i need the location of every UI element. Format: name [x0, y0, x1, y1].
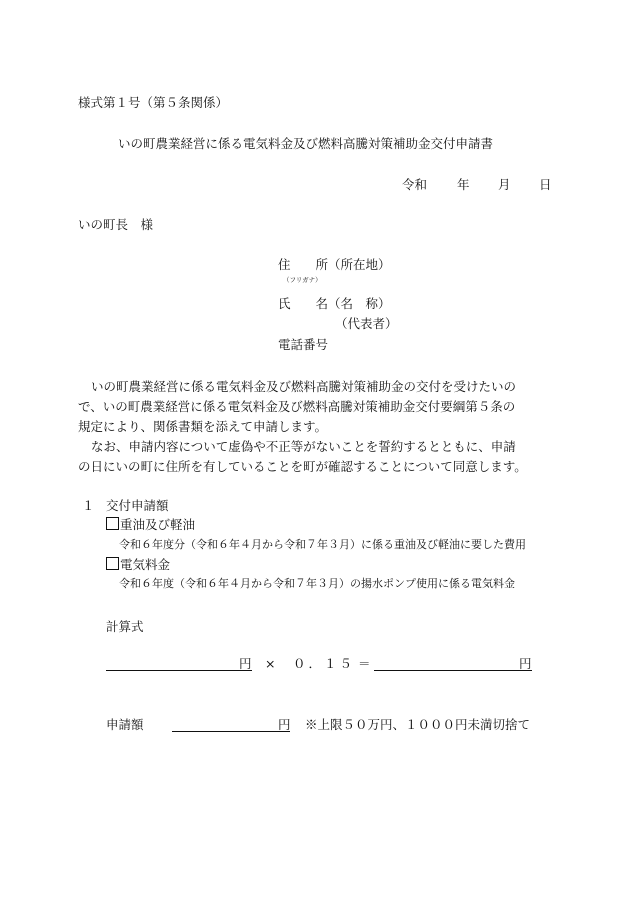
form-number: 様式第１号（第５条関係） [78, 95, 229, 110]
checkbox-electricity[interactable] [106, 557, 119, 570]
furigana-label: （フリガナ） [283, 276, 322, 284]
statement-line: で、いの町農業経営に係る電気料金及び燃料高騰対策補助金交付要綱第５条の [78, 399, 516, 414]
application-statement [78, 377, 556, 477]
statement-line: の日にいの町に住所を有していることを町が確認することについて同意します。 [78, 459, 527, 474]
statement-line: なお、申請内容について虚偽や不正等がないことを誓約するとともに、申請 [91, 439, 516, 454]
section-heading: 交付申請額 [106, 498, 169, 513]
representative-label: （代表者） [335, 316, 398, 331]
calc-equals: ＝ [358, 656, 371, 671]
address-label: 住 所（所在地） [278, 257, 391, 272]
amount-blank-2[interactable] [374, 670, 532, 671]
checkbox-heavy-oil[interactable] [106, 517, 119, 530]
application-amount-label: 申請額 [106, 717, 144, 732]
date-year: 年 [457, 177, 470, 192]
statement-line: 規定により、関係書類を添えて申請します。 [78, 419, 328, 434]
option-electricity-description: 令和６年度（令和６年４月から令和７年３月）の揚水ポンプ使用に係る電気料金 [119, 577, 515, 590]
option-heavy-oil[interactable] [106, 517, 195, 533]
option-electricity[interactable] [106, 557, 170, 573]
date-era: 令和 [402, 177, 428, 192]
option-electricity-label: 電気料金 [120, 557, 171, 572]
calculation-heading: 計算式 [106, 619, 144, 634]
date-day: 日 [539, 177, 552, 192]
application-amount-blank[interactable] [172, 731, 290, 732]
date-month: 月 [498, 177, 511, 192]
addressee: いの町長 様 [78, 217, 154, 232]
calc-yen-2: 円 [519, 656, 532, 671]
phone-label: 電話番号 [278, 337, 329, 352]
name-label: 氏 名（名 称） [278, 296, 391, 311]
application-yen: 円 [278, 717, 291, 732]
option-heavy-oil-label: 重油及び軽油 [120, 517, 196, 532]
calc-times: × [265, 656, 276, 671]
document-title: いの町農業経営に係る電気料金及び燃料高騰対策補助金交付申請書 [118, 136, 494, 151]
amount-blank-1[interactable] [106, 670, 252, 671]
calc-yen-1: 円 [239, 656, 252, 671]
application-limit-note: ※上限５０万円、１０００円未満切捨て [305, 717, 531, 732]
calc-rate: ０．１５ [293, 656, 356, 671]
option-heavy-oil-description: 令和６年度分（令和６年４月から令和７年３月）に係る重油及び軽油に要した費用 [119, 538, 526, 551]
section-number: １ [82, 498, 95, 513]
statement-line: いの町農業経営に係る電気料金及び燃料高騰対策補助金の交付を受けたいの [91, 379, 517, 394]
